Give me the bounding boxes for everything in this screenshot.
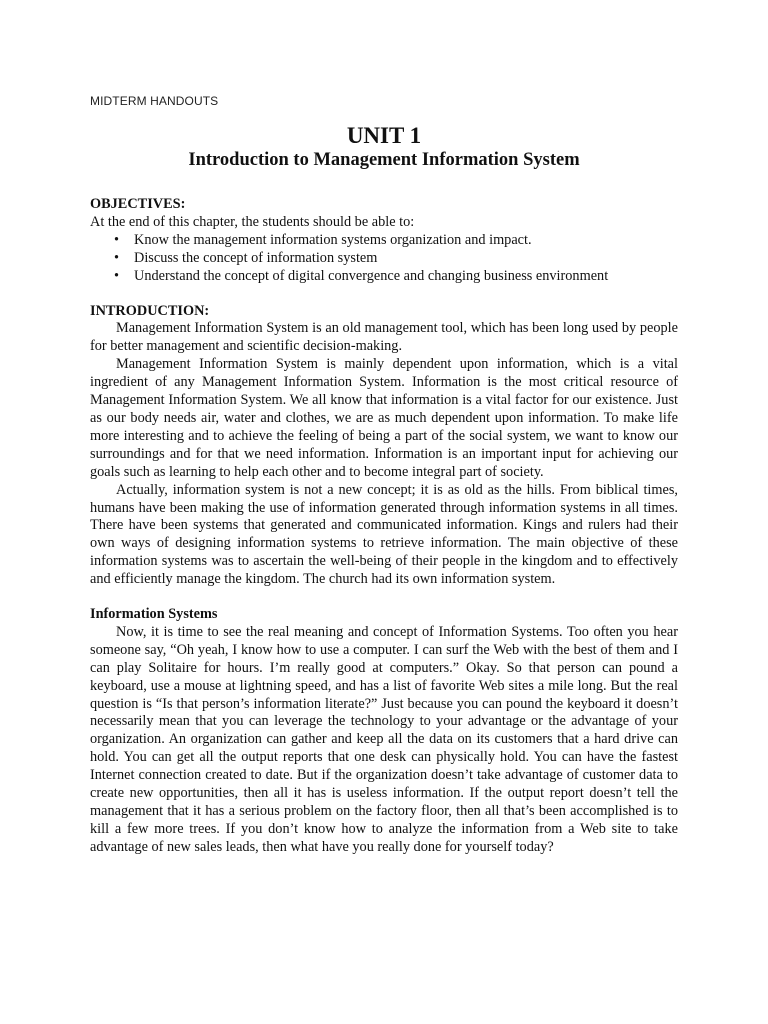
introduction-section xyxy=(90,303,678,590)
document-body xyxy=(90,196,678,857)
unit-title: UNIT 1 xyxy=(346,123,422,148)
information-systems-heading: Information Systems xyxy=(90,606,218,623)
unit-subtitle: Introduction to Management Information System xyxy=(188,150,580,170)
objective-item: • Know the management information systems organization and impact. xyxy=(114,232,678,250)
introduction-paragraph: Management Information System is mainly dependent upon information, which is a vital ingredient of any Management Information System. Information is the most critical resource of Management Information System. We all know that information is a vital factor for our existence. Just as our body needs air, water and clothes, we are as much dependent upon information. To make life more interesting and to achieve the feeling of being a part of the social system, we want to know our surroundings and for that we need information. Information is an important input for achieving our goals such as learning to help each other and to become integral part of society. xyxy=(90,356,678,480)
introduction-paragraph: Actually, information system is not a new concept; it is as old as the hills. From biblical times, humans have been making the use of information generated through information systems in all times. There have been systems that generated and communicated information. Kings and rulers had their own ways of designing information systems to retrieve information. The main objective of these information systems was to ascertain the well-being of their people in the kingdom and to effectively and efficiently manage the kingdom. The church had its own information system. xyxy=(90,481,678,588)
introduction-paragraph: Management Information System is an old management tool, which has been long used by people for better management and scientific decision-making. xyxy=(90,320,678,355)
information-systems-paragraph: Now, it is time to see the real meaning and concept of Information Systems. Too often you hear someone say, “Oh yeah, I know how to use a computer. I can surf the Web with the best of them and I can play Solitaire for hours. I’m really good at computers.” Okay. So that person can pound a keyboard, use a mouse at lightning speed, and has a list of favorite Web sites a mile long. But the real question is “Is that person’s information literate?” Just because you can pound the keyboard it doesn’t necessarily mean that you can leverage the technology to your advantage or the advantage of your organization. An organization can gather and keep all the data on its customers that a hard drive can hold. You can get all the output reports that one desk can physically hold. You can have the fastest Internet connection created to date. But if the organization doesn’t take advantage of customer data to create new opportunities, then all it has is useless information. If the output report doesn’t tell the management that it has a serious problem on the factory floor, then all that’s been accomplished is to kill a few more trees. If you don’t know how to analyze the information from a Web site to take advantage of new sales leads, then what have you really done for yourself today? xyxy=(90,623,678,855)
objectives-heading: OBJECTIVES: xyxy=(90,196,186,212)
objectives-section xyxy=(90,196,678,286)
information-systems-section xyxy=(90,606,678,857)
objective-item: • Understand the concept of digital convergence and changing business environment xyxy=(114,268,678,286)
page-header: MIDTERM HANDOUTS xyxy=(90,94,219,108)
objectives-intro: At the end of this chapter, the students should be able to: xyxy=(90,213,415,230)
objectives-list xyxy=(90,232,678,286)
introduction-heading: INTRODUCTION: xyxy=(90,302,210,319)
objective-item: • Discuss the concept of information system xyxy=(114,250,678,268)
document-page xyxy=(90,0,678,1024)
